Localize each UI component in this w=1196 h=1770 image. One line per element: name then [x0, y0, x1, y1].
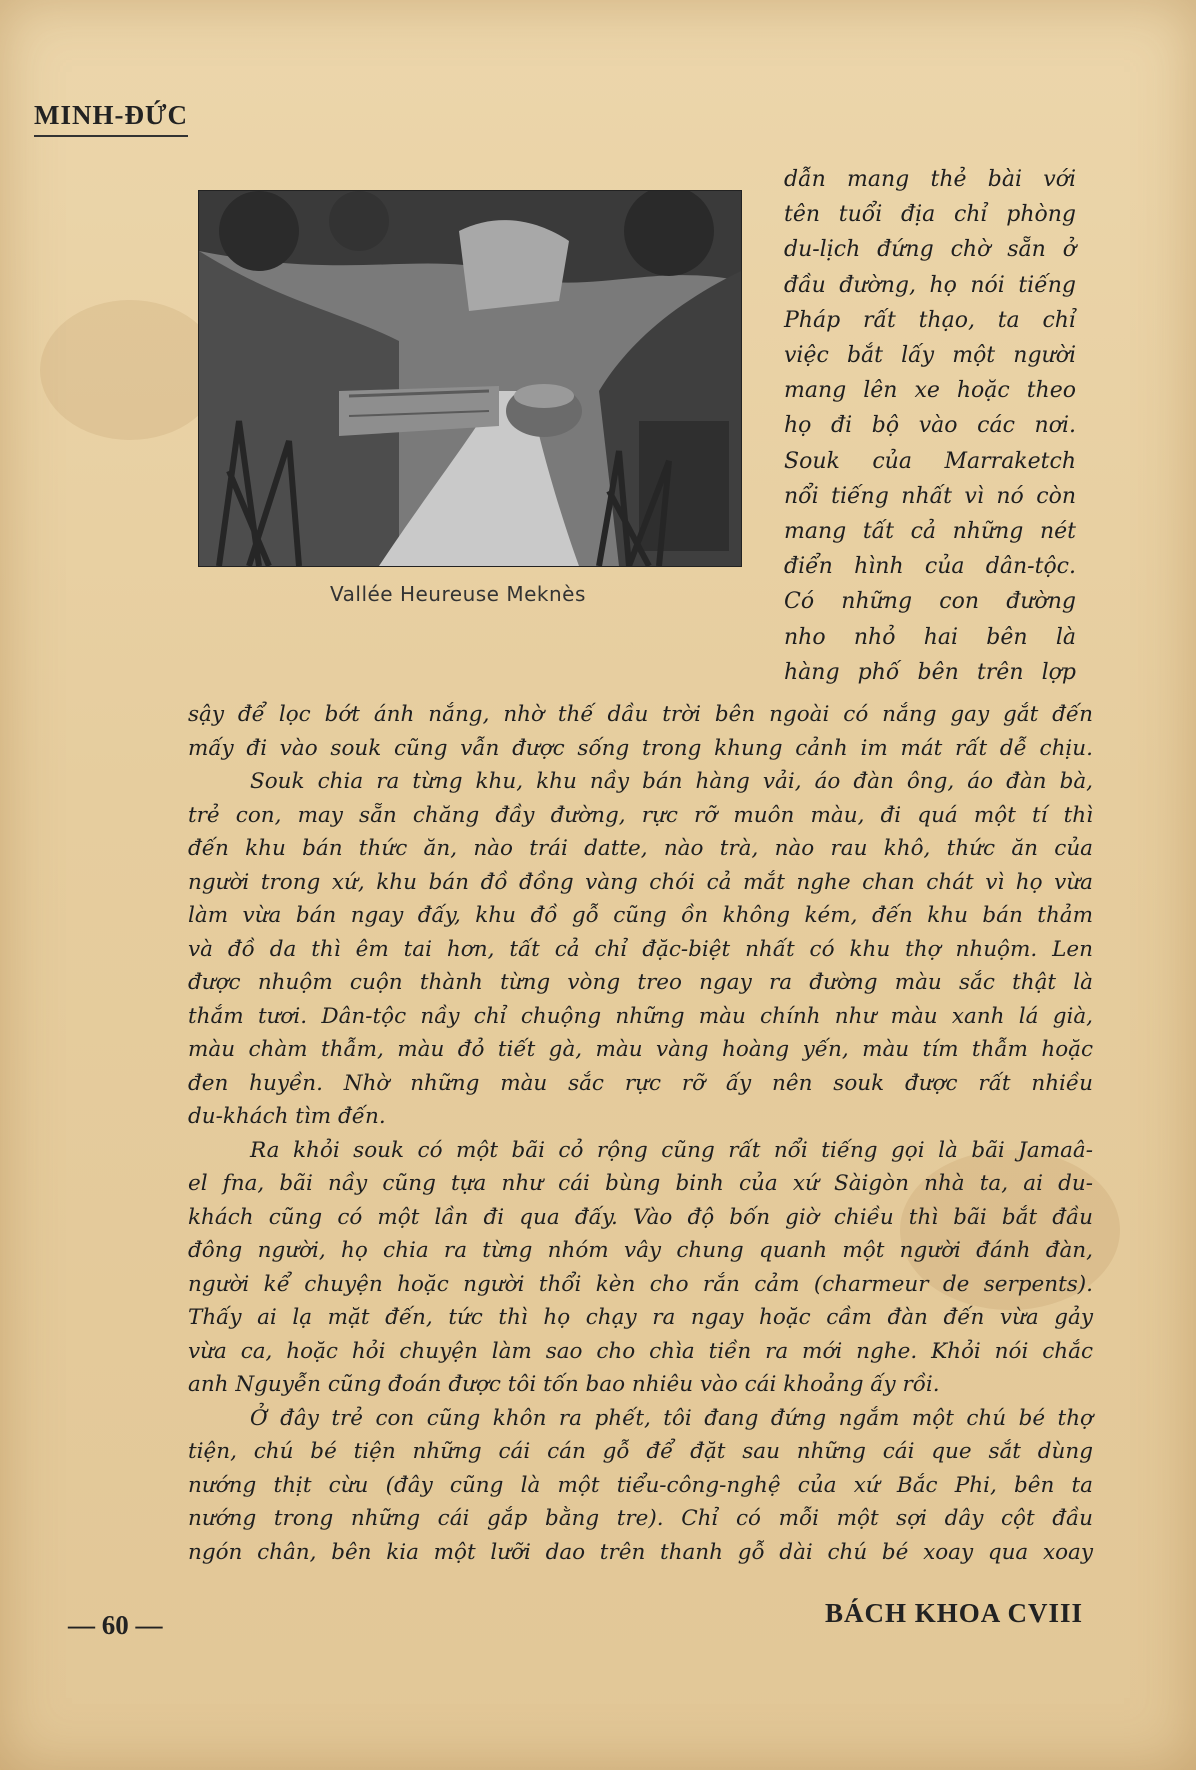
- body-text-line: Ra khỏi souk có một bãi cỏ rộng cũng rất nổi tiếng gọi là bãi Jamaâ-: [250, 1137, 1093, 1163]
- body-text-line: ngón chân, bên kia một lưỡi dao trên thanh gỗ dài chú bé xoay qua xoay: [188, 1539, 1093, 1565]
- body-text-line: đông người, họ chia ra từng nhóm vây chung quanh một người đánh đàn,: [188, 1238, 1093, 1263]
- body-text-line: làm vừa bán ngay đấy, khu đồ gỗ cũng ồn không kém, đến khu bán thảm: [188, 903, 1093, 928]
- body-text-line: vừa ca, hoặc hỏi chuyện làm sao cho chìa tiền ra mới nghe. Khỏi nói chắc: [188, 1338, 1093, 1364]
- article-author-header: MINH-ĐỨC: [34, 100, 188, 137]
- right-column-line: Souk của Marraketch: [784, 448, 1076, 474]
- right-column-line: mang lên xe hoặc theo: [784, 378, 1076, 404]
- article-body-text: [188, 698, 1093, 1569]
- body-text-line: tiện, chú bé tiện những cái cán gỗ để đặt sau những cái que sắt dùng: [188, 1439, 1093, 1464]
- right-column-line: dẫn mang thẻ bài với: [784, 167, 1076, 192]
- body-text-line: Souk chia ra từng khu, khu nầy bán hàng vải, áo đàn ông, áo đàn bà,: [250, 769, 1093, 794]
- garden-photo-illustration: [199, 191, 741, 566]
- journal-footer: BÁCH KHOA CVIII: [825, 1598, 1084, 1628]
- photo-caption: Vallée Heureuse Meknès: [330, 582, 586, 606]
- right-column-line: đầu đường, họ nói tiếng: [784, 272, 1076, 298]
- body-text-line: đen huyền. Nhờ những màu sắc rực rỡ ấy nên souk được rất nhiều: [188, 1070, 1093, 1096]
- body-text-line: Ở đây trẻ con cũng khôn ra phết, tôi đang đứng ngắm một chú bé thợ: [250, 1405, 1093, 1431]
- right-column-line: điển hình của dân-tộc.: [784, 554, 1076, 580]
- right-column-line: mang tất cả những nét: [784, 519, 1076, 545]
- right-column-text: [784, 162, 1076, 690]
- body-text-line: nướng trong những cái gắp bằng tre). Chỉ có mỗi một sợi dây cột đầu: [188, 1506, 1093, 1531]
- body-text-line: thắm tươi. Dân-tộc nầy chỉ chuộng những màu chính như màu xanh lá già,: [188, 1003, 1093, 1029]
- body-text-line: người kể chuyện hoặc người thổi kèn cho rắn cảm (charmeur de serpents).: [188, 1271, 1093, 1297]
- body-text-line: el fna, bãi nầy cũng tựa như cái bùng binh của xứ Sàigòn nhà ta, ai du-: [188, 1171, 1093, 1196]
- body-text-line: Thấy ai lạ mặt đến, tức thì họ chạy ra ngay hoặc cầm đàn đến vừa gảy: [188, 1305, 1093, 1330]
- body-text-line: sậy để lọc bớt ánh nắng, nhờ thế dầu trời bên ngoài có nắng gay gắt đến: [188, 702, 1093, 727]
- right-column-line: hàng phố bên trên lợp: [784, 659, 1076, 685]
- body-text-line: khách cũng có một lần đi qua đấy. Vào độ bốn giờ chiều thì bãi bắt đầu: [188, 1204, 1093, 1230]
- body-text-line: đến khu bán thức ăn, nào trái datte, nào trà, nào rau khô, thức ăn của: [188, 836, 1093, 861]
- right-column-line: nho nhỏ hai bên là: [784, 624, 1076, 650]
- body-text-line: nướng thịt cừu (đây cũng là một tiểu-công-nghệ của xứ Bắc Phi, bên ta: [188, 1472, 1093, 1498]
- body-text-line: màu chàm thẫm, màu đỏ tiết gà, màu vàng hoàng yến, màu tím thẫm hoặc: [188, 1037, 1093, 1062]
- right-column-line: tên tuổi địa chỉ phòng: [784, 202, 1076, 228]
- right-column-line: du-lịch đứng chờ sẵn ở: [784, 237, 1076, 263]
- right-column-line: Pháp rất thạo, ta chỉ: [784, 307, 1076, 333]
- article-photo: [198, 190, 742, 567]
- body-text-line: và đồ da thì êm tai hơn, tất cả chỉ đặc-biệt nhất có khu thợ nhuộm. Len: [188, 936, 1093, 962]
- body-text-line: trẻ con, may sẵn chăng đầy đường, rực rỡ muôn màu, đi quá một tí thì: [188, 802, 1093, 828]
- body-text-line: anh Nguyễn cũng đoán được tôi tốn bao nhiêu vào cái khoảng ấy rồi.: [188, 1372, 940, 1397]
- right-column-line: họ đi bộ vào các nơi.: [784, 413, 1076, 439]
- page-number: — 60 —: [68, 1610, 163, 1640]
- body-text-line: người trong xứ, khu bán đồ đồng vàng chói cả mắt nghe chan chát vì họ vừa: [188, 869, 1093, 895]
- body-text-line: mấy đi vào souk cũng vẫn được sống trong khung cảnh im mát rất dễ chịu.: [188, 735, 1093, 761]
- right-column-line: Có những con đường: [784, 589, 1076, 615]
- right-column-line: việc bắt lấy một người: [784, 343, 1076, 369]
- body-text-line: được nhuộm cuộn thành từng vòng treo ngay ra đường màu sắc thật là: [188, 970, 1093, 995]
- right-column-line: nổi tiếng nhất vì nó còn: [784, 483, 1076, 509]
- paper-stain: [40, 300, 220, 440]
- body-text-line: du-khách tìm đến.: [188, 1104, 386, 1129]
